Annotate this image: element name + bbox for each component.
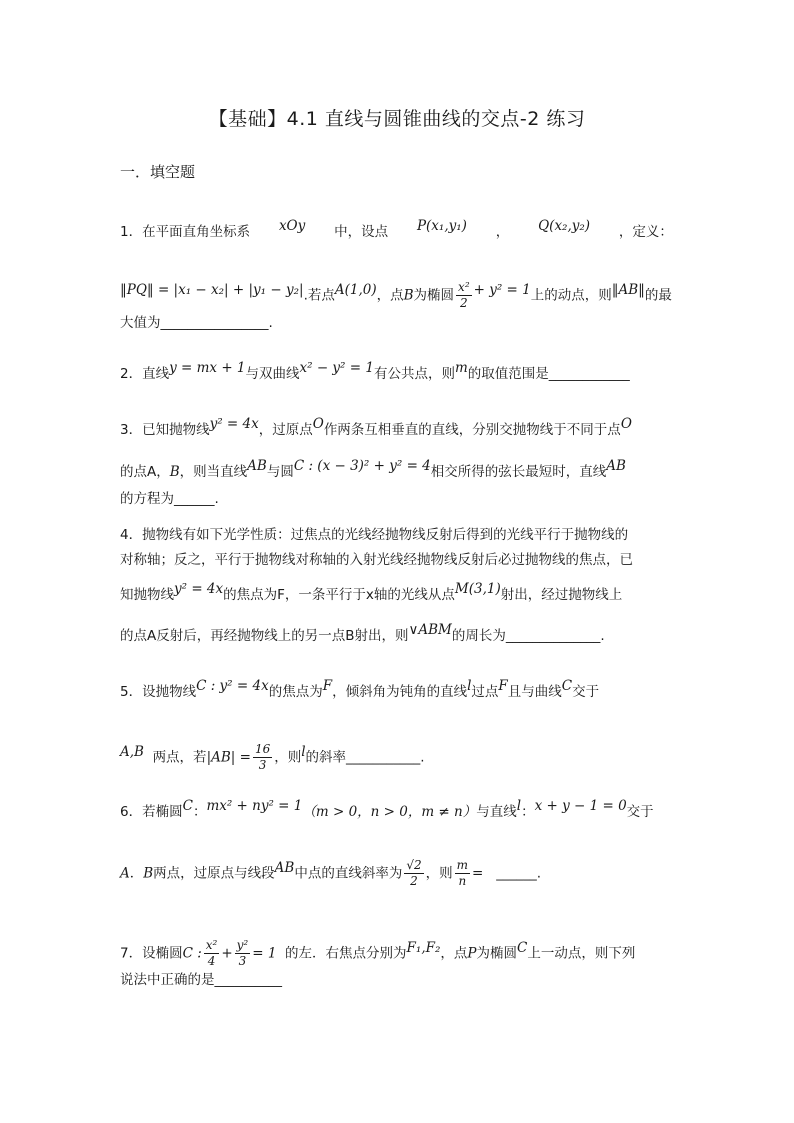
q7-frac-y: $\frac{\text{y²}}{3}$ <box>236 938 249 968</box>
section-heading: 一．填空题 <box>120 163 196 181</box>
q5-line-2: A,B 两点，若|AB| = $\frac{16}{3}$ ，则l的斜率___________. <box>120 742 425 772</box>
q5-fraction: $\frac{16}{3}$ <box>254 742 271 772</box>
q1-point-q: Q(x₂,y₂) <box>538 218 591 234</box>
q7-line-2: 说法中正确的是__________ <box>120 972 282 988</box>
q1-line-1: 1．在平面直角坐标系 xOy 中，设点 P(x₁,y₁) ， Q(x₂,y₂) ，定义： <box>120 218 673 240</box>
q1-ellipse-fraction: $\frac{\text{x²}}{2}$ <box>458 280 470 310</box>
q1-xoy: xOy <box>278 218 306 234</box>
q7-line-1: 7．设椭圆C : $\frac{\text{x²}}{4}$ + $\frac{\text{y²}}{3}$ = 1 的左．右焦点分别为F₁,F₂，点P为椭圆C上一动点，则下列 <box>120 938 636 968</box>
q2-line: 2．直线y = mx + 1与双曲线x² − y² = 1有公共点，则m的取值范围是____________ <box>120 360 630 382</box>
q3-line-3: 的方程为______. <box>120 491 219 507</box>
q5-line-1: 5．设抛物线C : y² = 4x的焦点为F，倾斜角为钝角的直线l过点F且与曲线C交于 <box>120 678 600 700</box>
q6-line-2: A．B两点，过原点与线段AB中点的直线斜率为 $\frac{√2}{2}$ ，则 $\frac{m}{n}$ = ______. <box>120 858 541 888</box>
q1-line-2: ‖PQ‖ = |x₁ − x₂| + |y₁ − y₂|.若点A(1,0)，点B为椭圆 $\frac{\text{x²}}{2}$ + y² = 1上的动点，则‖AB‖的最 <box>120 280 672 310</box>
q4-line-3: 知抛物线y² = 4x的焦点为F，一条平行于x轴的光线从点M(3,1)射出，经过抛物线上 <box>120 581 623 603</box>
q1-point-p: P(x₁,y₁) <box>416 218 467 234</box>
q4-line-4: 的点A反射后，再经抛物线上的另一点B射出，则∨ABM的周长为______________. <box>120 622 605 644</box>
q3-line-2: 的点A，B，则当直线AB与圆C : (x − 3)² + y² = 4相交所得的弦长最短时，直线AB <box>120 458 626 480</box>
q4-line-1: 4．抛物线有如下光学性质：过焦点的光线经抛物线反射后得到的光线平行于抛物线的 <box>120 527 629 543</box>
q1-norm-ab: ‖AB‖ <box>611 281 645 298</box>
q3-line-1: 3．已知抛物线y² = 4x，过原点O作两条互相垂直的直线，分别交抛物线于不同于点O <box>120 416 632 438</box>
q1-point-a: A(1,0) <box>334 281 377 298</box>
q4-line-2: 对称轴；反之，平行于抛物线对称轴的入射光线经抛物线反射后必过抛物线的焦点，已 <box>120 552 633 568</box>
q6-slope-fraction: $\frac{√2}{2}$ <box>406 858 422 888</box>
q1-definition: ‖PQ‖ = |x₁ − x₂| + |y₁ − y₂| <box>120 281 304 298</box>
q7-frac-x: $\frac{\text{x²}}{4}$ <box>205 938 218 968</box>
q6-line-1: 6．若椭圆C：mx² + ny² = 1（m > 0，n > 0，m ≠ n）与直线l：x + y − 1 = 0交于 <box>120 798 654 820</box>
q1-line-3: 大值为________________. <box>120 315 273 331</box>
page-title: 【基础】4.1 直线与圆锥曲线的交点-2 练习 <box>208 108 586 130</box>
q6-ratio-fraction: $\frac{m}{n}$ <box>456 858 469 888</box>
